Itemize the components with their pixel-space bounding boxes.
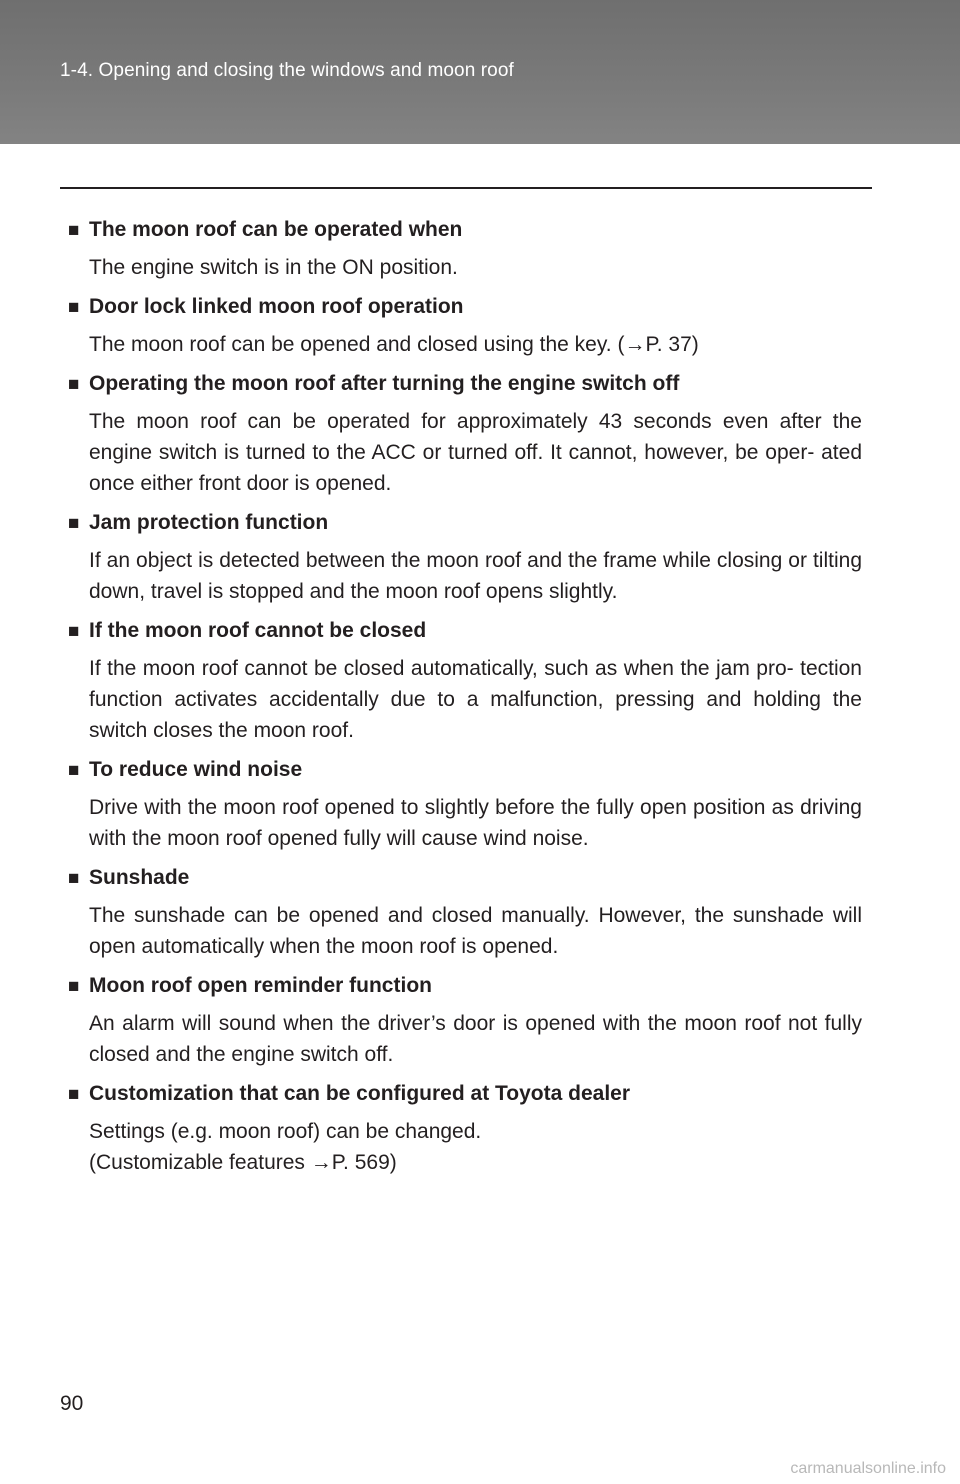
- section-jam-protection: [68, 507, 862, 607]
- heading-text: Customization that can be configured at Toyota dealer: [89, 1082, 631, 1105]
- body-text: If the moon roof cannot be closed automatically, such as when the jam pro- tection function activates accidentally due to a malfunction, pressing and holding the switch closes the moon roof.: [89, 657, 862, 742]
- body-text: Settings (e.g. moon roof) can be changed.: [89, 1120, 482, 1143]
- body-text: Drive with the moon roof opened to slightly before the fully open position as driving with the moon roof opened fully will cause wind noise.: [89, 796, 862, 850]
- body-text: The sunshade can be opened and closed manually. However, the sunshade will open automatically when the moon roof is opened.: [89, 904, 862, 958]
- section-heading: [68, 615, 862, 647]
- square-bullet-icon: ■: [68, 297, 80, 318]
- heading-text: Operating the moon roof after turning the engine switch off: [89, 372, 680, 395]
- section-heading: [68, 214, 862, 246]
- section-body: [68, 1008, 862, 1070]
- body-text: (Customizable features →P. 569): [89, 1151, 397, 1174]
- body-text: The engine switch is in the ON position.: [89, 256, 458, 279]
- heading-text: If the moon roof cannot be closed: [89, 619, 427, 642]
- body-text: If an object is detected between the moon roof and the frame while closing or tilting down, travel is stopped and the moon roof opens slightly.: [89, 549, 862, 603]
- page-number: 90: [60, 1392, 84, 1415]
- square-bullet-icon: ■: [68, 760, 80, 781]
- section-heading: [68, 1078, 862, 1110]
- body-text: The moon roof can be opened and closed using the key. (→P. 37): [89, 333, 699, 356]
- section-body: [68, 545, 862, 607]
- divider: [60, 187, 872, 189]
- watermark: carmanualsonline.info: [790, 1460, 946, 1477]
- content: [68, 214, 862, 1186]
- section-wind-noise: [68, 754, 862, 854]
- section-open-reminder: [68, 970, 862, 1070]
- body-text: The moon roof can be operated for approximately 43 seconds even after the engine switch is turned to the ACC or turned off. It cannot, however, be oper- ated once either front door is opened.: [89, 410, 862, 495]
- section-body: [68, 252, 862, 283]
- square-bullet-icon: ■: [68, 976, 80, 997]
- section-after-engine-off: [68, 368, 862, 499]
- section-body: [68, 329, 862, 360]
- section-body: [68, 406, 862, 499]
- section-heading: [68, 862, 862, 894]
- section-heading: [68, 368, 862, 400]
- section-cannot-be-closed: [68, 615, 862, 746]
- section-body: [68, 1116, 862, 1178]
- heading-text: Door lock linked moon roof operation: [89, 295, 464, 318]
- square-bullet-icon: ■: [68, 513, 80, 534]
- section-door-lock-linked: [68, 291, 862, 360]
- heading-text: Sunshade: [89, 866, 190, 889]
- square-bullet-icon: ■: [68, 621, 80, 642]
- heading-text: Moon roof open reminder function: [89, 974, 432, 997]
- heading-text: To reduce wind noise: [89, 758, 303, 781]
- section-title: 1-4. Opening and closing the windows and moon roof: [60, 60, 514, 81]
- section-operable-when: [68, 214, 862, 283]
- heading-text: Jam protection function: [89, 511, 329, 534]
- square-bullet-icon: ■: [68, 868, 80, 889]
- section-customization: [68, 1078, 862, 1178]
- section-body: [68, 653, 862, 746]
- section-heading: [68, 970, 862, 1002]
- body-text: An alarm will sound when the driver’s door is opened with the moon roof not fully closed and the engine switch off.: [89, 1012, 862, 1066]
- section-heading: [68, 291, 862, 323]
- heading-text: The moon roof can be operated when: [89, 218, 463, 241]
- square-bullet-icon: ■: [68, 1084, 80, 1105]
- header-band: [0, 0, 960, 144]
- section-sunshade: [68, 862, 862, 962]
- square-bullet-icon: ■: [68, 374, 80, 395]
- section-heading: [68, 754, 862, 786]
- section-heading: [68, 507, 862, 539]
- section-body: [68, 792, 862, 854]
- section-body: [68, 900, 862, 962]
- square-bullet-icon: ■: [68, 220, 80, 241]
